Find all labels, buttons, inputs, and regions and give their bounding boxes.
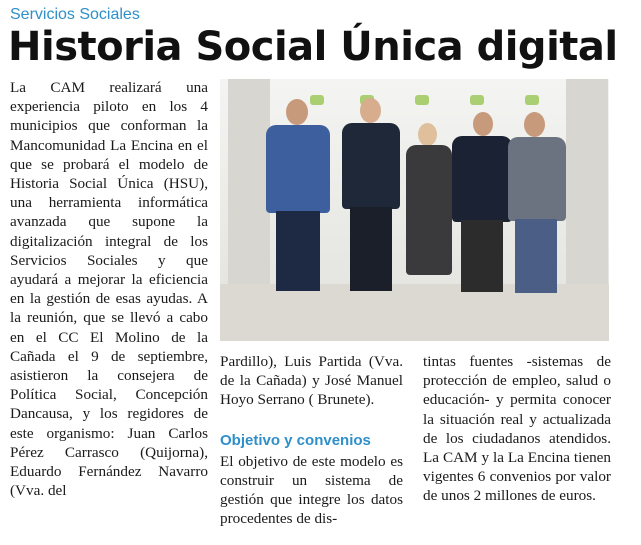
article-column-2: [220, 352, 403, 529]
article-text: El objetivo de este modelo es construir un sistema de gestión que integre los datos procedentes de dis-: [220, 452, 403, 528]
photo-pillar-right: [566, 79, 608, 299]
article-text: Pardillo), Luis Partida (Vva. de la Cañada) y José Manuel Hoyo Serrano ( Brunete).: [220, 353, 403, 409]
backdrop-logo: [415, 95, 429, 105]
photo-pillar-left: [228, 79, 270, 299]
backdrop-logo: [310, 95, 324, 105]
article-column-1: La CAM realizará una experiencia piloto en los 4 municipios que conforman la Mancomunidad La Encina en el que se probará el modelo de Historia Social Única (HSU), una herramienta informática avanzada que supone la digitalización integral de los Servicios Sociales y que ayudará a mejorar la eficiencia en la gestión de esas ayudas. A la reunión, que se llevó a cabo en el CC El Molino de la Cañada el 9 de septiembre, asistieron la consejera de Política Social, Concepción Dancausa, y los regidores de este organismo: Juan Carlos Pérez Carrasco (Quijorna), Eduardo Fernández Navarro (Vva. del: [10, 79, 208, 500]
news-photo: [220, 79, 609, 341]
article-column-3: tintas fuentes -sistemas de protección de empleo, salud o educación- y permita conocer la situación real y actualizada de los ciudadanos atendidos. La CAM y la La Encina tienen vigentes 6 convenios por valor de unos 2 millones de euros.: [423, 353, 611, 505]
headline: Historia Social Única digital: [8, 24, 618, 70]
backdrop-logo: [525, 95, 539, 105]
subheading: Objetivo y convenios: [220, 431, 371, 449]
backdrop-logo: [470, 95, 484, 105]
section-label: Servicios Sociales: [10, 6, 140, 23]
